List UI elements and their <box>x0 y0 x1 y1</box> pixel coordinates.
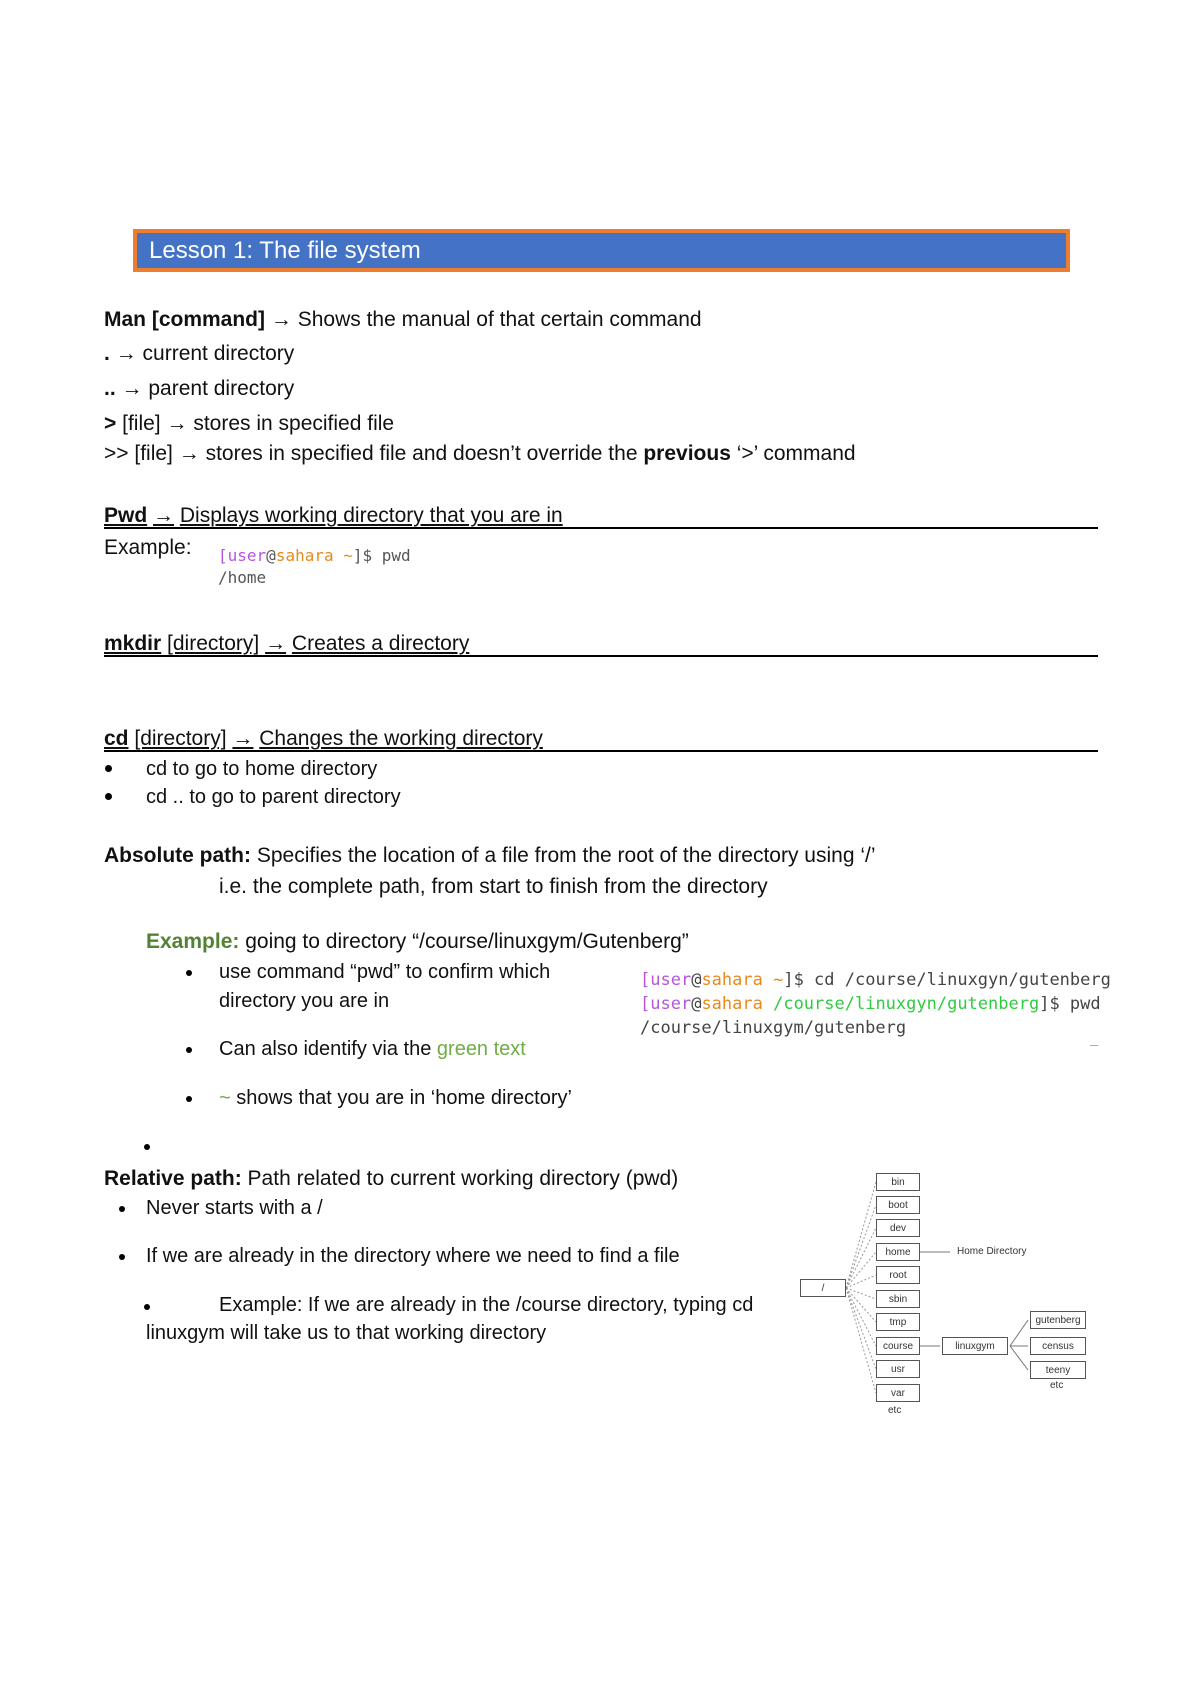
bullet-icon <box>186 1096 192 1102</box>
lesson-title-box <box>133 229 1070 272</box>
mkdir-rule <box>104 655 1098 657</box>
tree-dir: dev <box>876 1219 920 1237</box>
arrow-icon: → <box>232 727 254 750</box>
abs-bullet-2: Can also identify via the green text <box>219 1038 526 1060</box>
tree-dirs-more: etc <box>888 1405 902 1416</box>
bullet-icon <box>144 1304 150 1310</box>
arrow-icon: → <box>115 342 137 365</box>
pwd-rule <box>104 527 1098 529</box>
rel-bullet-1: Never starts with a / <box>146 1197 323 1219</box>
tree-dir: boot <box>876 1196 920 1214</box>
cd-terminal <box>640 968 1111 1040</box>
bullet-icon <box>144 1144 150 1150</box>
bullet-icon <box>119 1206 125 1212</box>
abs-bullet-1b: directory you are in <box>219 990 390 1012</box>
tree-home-label: Home Directory <box>957 1246 1027 1257</box>
command-parent-dir: .. → parent directory <box>104 377 295 400</box>
bullet-icon <box>119 1254 125 1260</box>
arrow-icon: → <box>166 412 188 435</box>
tree-dir: root <box>876 1266 920 1284</box>
absolute-path-desc2: i.e. the complete path, from start to finish from the directory <box>219 875 768 898</box>
rel-bullet-2: If we are already in the directory where we need to find a file <box>146 1245 680 1267</box>
lesson-title: Lesson 1: The file system <box>149 237 421 264</box>
abs-bullet-3: ~ shows that you are in ‘home directory’ <box>219 1087 572 1109</box>
absolute-path-example: Example: going to directory “/course/linuxgym/Gutenberg” <box>146 930 689 953</box>
pwd-terminal-output: /home <box>218 568 267 587</box>
arrow-icon: → <box>178 442 200 465</box>
pwd-example-label: Example: <box>104 536 192 559</box>
mkdir-heading: mkdir [directory] → Creates a directory <box>104 632 470 655</box>
cd-rule <box>104 750 1098 752</box>
tree-sub-more: etc <box>1050 1380 1064 1391</box>
directory-tree <box>800 1170 1100 1420</box>
tree-subdir: gutenberg <box>1030 1311 1086 1329</box>
tree-dir: sbin <box>876 1290 920 1308</box>
bullet-icon <box>186 970 192 976</box>
cd-heading: cd [directory] → Changes the working directory <box>104 727 543 750</box>
rel-example-a: Example: If we are already in the /course directory, typing cd <box>219 1294 754 1316</box>
cd-bullet-2: cd .. to go to parent directory <box>146 786 401 808</box>
arrow-icon: → <box>265 632 287 655</box>
bullet-icon <box>186 1047 192 1053</box>
bullet-icon <box>105 765 112 772</box>
arrow-icon: → <box>153 504 175 527</box>
cd-terminal-line1: [user@sahara ~]$ cd /course/linuxgyn/gutenberg <box>640 970 1111 990</box>
command-append: >> [file] → stores in specified file and doesn’t override the previous ‘>’ command <box>104 442 856 465</box>
tree-dir: course <box>876 1337 920 1355</box>
relative-path-heading: Relative path: Path related to current working directory (pwd) <box>104 1167 679 1190</box>
command-current-dir: . → current directory <box>104 342 295 365</box>
bullet-icon <box>105 793 112 800</box>
cd-terminal-line2: [user@sahara /course/linuxgyn/gutenberg]$ pwd <box>640 994 1101 1014</box>
pwd-heading: Pwd → Displays working directory that you are in <box>104 504 563 527</box>
tree-subdir: census <box>1030 1337 1086 1355</box>
command-redirect: > [file] → stores in specified file <box>104 412 395 435</box>
arrow-icon: → <box>270 308 292 331</box>
command-man: Man [command] → Shows the manual of that certain command <box>104 308 702 331</box>
tree-linuxgym: linuxgym <box>942 1337 1008 1355</box>
tree-dir: var <box>876 1384 920 1402</box>
abs-bullet-1a: use command “pwd” to confirm which <box>219 961 551 983</box>
terminal-cursor: _ <box>1090 1030 1099 1046</box>
tree-dir: home <box>876 1243 920 1261</box>
cd-terminal-line3: /course/linuxgym/gutenberg <box>640 1018 907 1038</box>
arrow-icon: → <box>121 377 143 400</box>
rel-example-b: linuxgym will take us to that working directory <box>146 1322 547 1344</box>
tree-dir: usr <box>876 1360 920 1378</box>
absolute-path-heading: Absolute path: Specifies the location of a file from the root of the directory using ‘/’ <box>104 844 876 867</box>
tree-root: / <box>800 1279 846 1297</box>
tree-dir: tmp <box>876 1313 920 1331</box>
pwd-terminal <box>218 545 411 589</box>
cd-bullet-1: cd to go to home directory <box>146 758 378 780</box>
pwd-terminal-line1: [user@sahara ~]$ pwd <box>218 546 411 565</box>
tree-subdir: teeny <box>1030 1361 1086 1379</box>
tree-dir: bin <box>876 1173 920 1191</box>
